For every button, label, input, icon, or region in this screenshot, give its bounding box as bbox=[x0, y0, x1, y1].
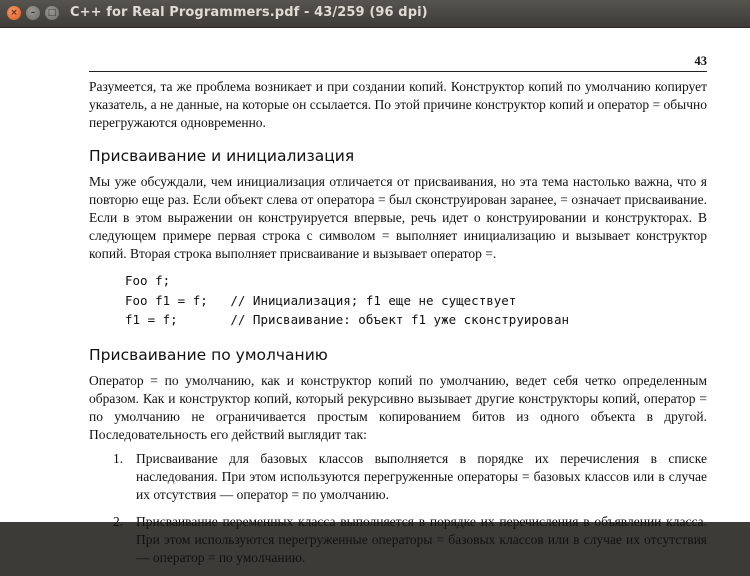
ordered-list bbox=[89, 450, 707, 567]
list-item-text: Присваивание для базовых классов выполняется в порядке их перечисления в списке наследования. При этом используются перегруженные операторы = базовых классов или в случае их отсутствия — оператор = по умолчанию. bbox=[136, 450, 707, 502]
paragraph-2: Мы уже обсуждали, чем инициализация отличается от присваивания, но эта тема настолько важна, что я повторю еще раз. Если объект слева от оператора = был сконструирован заранее, = означает присваивание. Если в этом выражении он конструируется впервые, речь идет о конструировании и конструкторах. В следующем примере первая строка с символом = выполняет инициализацию и вызывает конструктор копий. Вторая строка выполняет присваивание и вызывает оператор =. bbox=[89, 174, 707, 261]
paragraph-3: Оператор = по умолчанию, как и конструктор копий по умолчанию, ведет себя четко определенным образом. Как и конструктор копий, который рекурсивно вызывает другие конструкторы копий, оператор = по умолчанию не ограничивается простым копированием битов из одного объекта в другой. Последовательность его действий выглядит так: bbox=[89, 372, 707, 442]
minimize-button[interactable] bbox=[26, 6, 40, 20]
list-item-number: 1. bbox=[113, 450, 124, 466]
window-title: C++ for Real Programmers.pdf - 43/259 (96 dpi) bbox=[70, 5, 428, 20]
paragraph-1: Разумеется, та же проблема возникает и при создании копий. Конструктор копий по умолчанию копирует указатель, а не данные, на которые он ссылается. По этой причине конструктор копий и оператор = обычно перегружаются одновременно. bbox=[89, 79, 707, 130]
code-line: Foo f1 = f; // Инициализация; f1 еще не существует bbox=[125, 292, 517, 308]
maximize-icon: □ bbox=[47, 8, 57, 18]
maximize-button[interactable] bbox=[45, 6, 59, 20]
list-item bbox=[89, 513, 707, 567]
list-item-number: 2. bbox=[113, 513, 124, 529]
page-content bbox=[89, 78, 707, 576]
list-item bbox=[89, 450, 707, 504]
section-heading-assignment-init: Присваивание и инициализация bbox=[89, 147, 355, 165]
close-button[interactable] bbox=[7, 6, 21, 20]
section-heading-default-assignment: Присваивание по умолчанию bbox=[89, 345, 328, 364]
list-item-text: Присваивание переменных класса выполняется в порядке их перечисления в объявлении класса. При этом используются перегруженные операторы = базовых классов или в случае их отсутствия — оператор = по умолчанию. bbox=[136, 513, 707, 565]
code-line: f1 = f; // Присваивание: объект f1 уже сконструирован bbox=[125, 312, 570, 327]
page-number: 43 bbox=[694, 54, 707, 68]
minimize-icon: – bbox=[30, 8, 36, 18]
window-titlebar[interactable] bbox=[0, 0, 750, 28]
header-rule bbox=[89, 71, 707, 72]
code-block bbox=[125, 271, 707, 330]
code-line: Foo f; bbox=[125, 273, 171, 288]
close-icon: × bbox=[10, 8, 18, 18]
pdf-page[interactable] bbox=[0, 28, 750, 565]
